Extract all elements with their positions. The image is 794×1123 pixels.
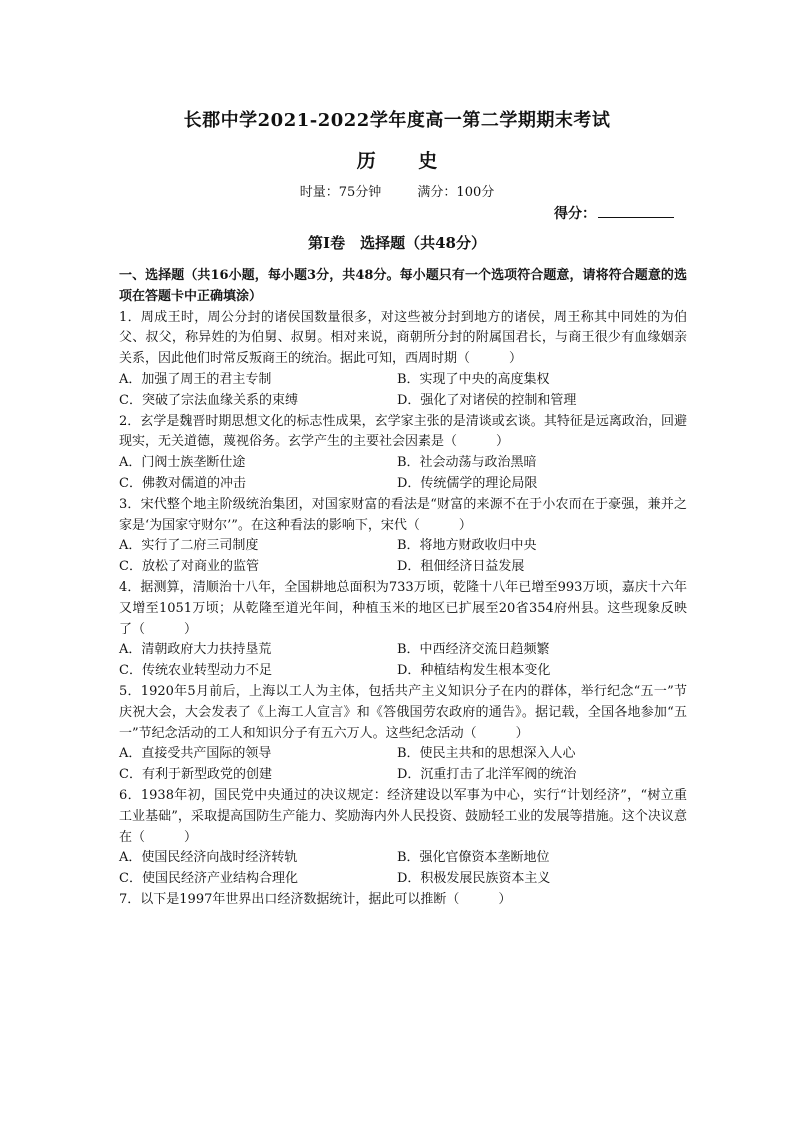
exam-title: 长郡中学2021-2022学年度高一第二学期期末考试 xyxy=(183,110,611,131)
option-grid xyxy=(119,536,687,578)
question-stem: 7．以下是1997年世界出口经济数据统计，据此可以推断（ ） xyxy=(119,891,512,907)
option-b: B．将地方财政收归中央 xyxy=(397,538,537,554)
option-a: A．实行了二府三司制度 xyxy=(119,538,259,554)
option-c: C．突破了宗法血缘关系的束缚 xyxy=(119,392,298,408)
option-c: C．使国民经济产业结构合理化 xyxy=(119,871,298,887)
option-grid xyxy=(119,370,687,412)
full-score: 满分：100分 xyxy=(417,185,495,200)
score-label: 得分： xyxy=(554,206,596,222)
option-b: B．强化官僚资本垄断地位 xyxy=(397,850,550,866)
option-a: A．清朝政府大力扶持垦荒 xyxy=(119,642,272,658)
option-a: A．门阀士族垄断仕途 xyxy=(119,455,246,471)
question-stem: 3．宋代整个地主阶级统治集团，对国家财富的看法是“财富的来源不在于小农而在于豪强，兼并之家是‘为国家守财尔’”。在这种看法的影响下，宋代（ ） xyxy=(119,496,687,533)
question-stem: 1．周成王时，周公分封的诸侯国数量很多，对这些被分封到地方的诸侯，周王称其中同姓的为伯父、叔父，称异姓的为伯舅、叔舅。相对来说，商朝所分封的附属国君长，与商王很少有血缘姻亲关系，因此他们时常反叛商王的统治。据此可知，西周时期（ ） xyxy=(119,309,687,367)
option-c: C．放松了对商业的监管 xyxy=(119,559,259,575)
option-d: D．沉重打击了北洋军阀的统治 xyxy=(397,767,577,783)
question xyxy=(119,578,687,682)
score-blank-line xyxy=(598,205,674,218)
option-d: D．传统儒学的理论局限 xyxy=(397,475,538,491)
question xyxy=(119,412,687,495)
time-limit: 时量：75分钟 xyxy=(299,185,382,200)
part-title: 第Ⅰ卷 选择题（共48分） xyxy=(308,234,486,252)
option-b: B．社会动荡与政治黑暗 xyxy=(397,455,537,471)
question xyxy=(119,308,687,412)
option-a: A．加强了周王的君主专制 xyxy=(119,371,272,387)
option-grid xyxy=(119,453,687,495)
option-a: A．直接受共产国际的领导 xyxy=(119,746,272,762)
score-field xyxy=(554,203,674,223)
option-d: D．积极发展民族资本主义 xyxy=(397,871,551,887)
option-c: C．佛教对儒道的冲击 xyxy=(119,475,246,491)
question-list xyxy=(119,266,687,911)
question xyxy=(119,890,687,911)
question-stem: 4．据测算，清顺治十八年，全国耕地总面积为733万顷，乾隆十八年已增至993万顷，嘉庆十六年又增至1051万顷；从乾隆至道光年间，种植玉米的地区已扩展至20省354府州县。这些现象反映了（ ） xyxy=(119,579,687,637)
question xyxy=(119,495,687,578)
option-d: D．租佃经济日益发展 xyxy=(397,559,525,575)
option-d: D．强化了对诸侯的控制和管理 xyxy=(397,392,577,408)
subject-title: 历 史 xyxy=(356,150,456,172)
option-b: B．使民主共和的思想深入人心 xyxy=(397,746,576,762)
section-heading: 一、选择题（共16小题，每小题3分，共48分。每小题只有一个选项符合题意，请将符合题意的选项在答题卡中正确填涂） xyxy=(119,268,687,304)
option-c: C．有利于新型政党的创建 xyxy=(119,767,272,783)
option-a: A．使国民经济向战时经济转轨 xyxy=(119,850,298,866)
question-stem: 2．玄学是魏晋时期思想文化的标志性成果，玄学家主张的是清谈或玄谈。其特征是远离政治，回避现实，无关道德，蔑视俗务。玄学产生的主要社会因素是（ ） xyxy=(119,413,687,450)
option-c: C．传统农业转型动力不足 xyxy=(119,663,272,679)
option-grid xyxy=(119,640,687,682)
option-b: B．实现了中央的高度集权 xyxy=(397,371,550,387)
question-stem: 5．1920年5月前后，上海以工人为主体，包括共产主义知识分子在内的群体，举行纪念“五一”节庆祝大会，大会发表了《上海工人宣言》和《答俄国劳农政府的通告》。据记载，全国各地参加“五一”节纪念活动的工人和知识分子有五六万人。这些纪念活动（ ） xyxy=(119,683,687,741)
option-grid xyxy=(119,848,687,890)
option-grid xyxy=(119,744,687,786)
option-d: D．种植结构发生根本变化 xyxy=(397,663,551,679)
option-b: B．中西经济交流日趋频繁 xyxy=(397,642,550,658)
question xyxy=(119,682,687,786)
exam-meta xyxy=(0,181,794,200)
question xyxy=(119,786,687,890)
question-stem: 6．1938年初，国民党中央通过的决议规定：经济建设以军事为中心，实行“计划经济”，“树立重工业基础”，采取提高国防生产能力、奖励海内外人民投资、鼓励轻工业的发展等措施。这个决议意在（ ） xyxy=(119,787,687,845)
